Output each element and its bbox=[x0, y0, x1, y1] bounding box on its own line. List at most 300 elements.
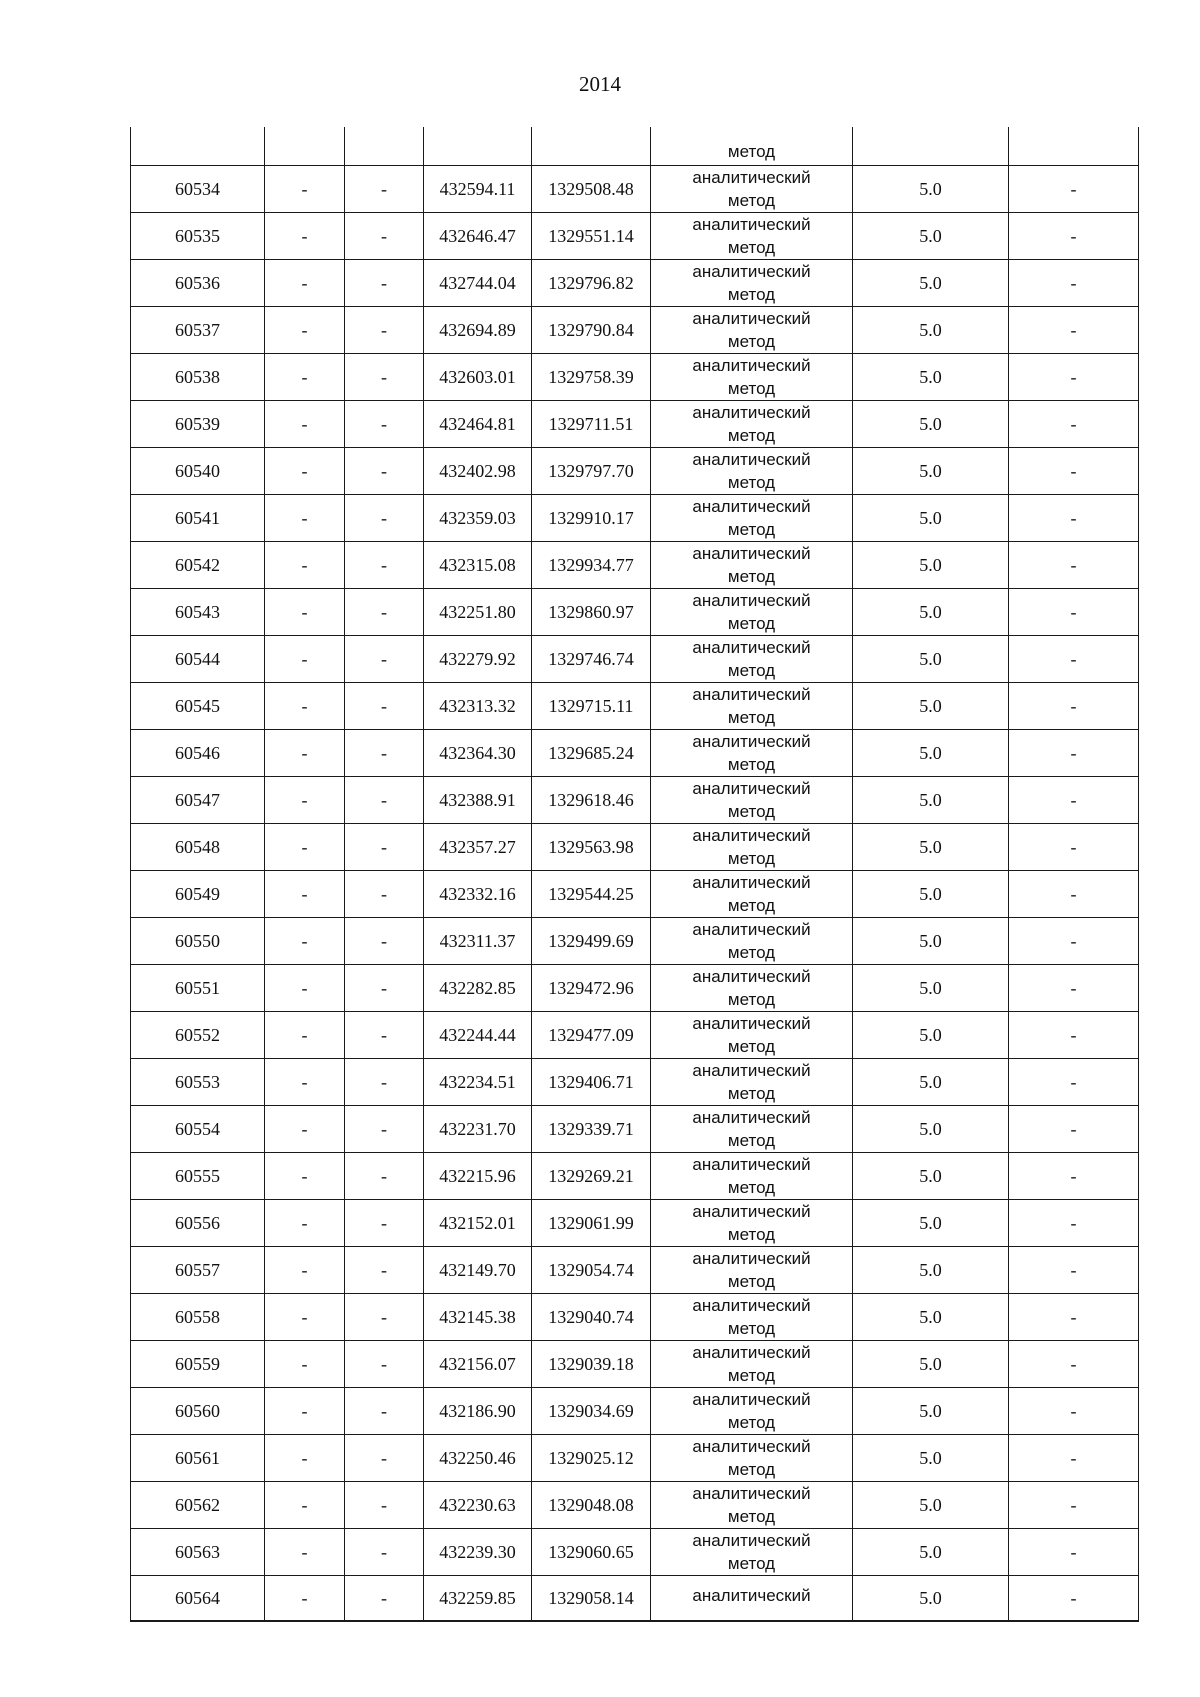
cell-id: 60543 bbox=[131, 589, 265, 636]
method-line-2: метод bbox=[727, 332, 776, 351]
cell-id: 60563 bbox=[131, 1529, 265, 1576]
coordinates-table bbox=[130, 127, 1139, 1622]
method-line-2: метод bbox=[727, 755, 776, 774]
cell-y: 1329499.69 bbox=[532, 918, 651, 965]
table-row bbox=[131, 777, 1139, 824]
cell-y: 1329563.98 bbox=[532, 824, 651, 871]
cell-id: 60554 bbox=[131, 1106, 265, 1153]
cell-id: 60552 bbox=[131, 1012, 265, 1059]
cell-id: 60539 bbox=[131, 401, 265, 448]
cell-y: 1329339.71 bbox=[532, 1106, 651, 1153]
cell-col8 bbox=[1009, 127, 1139, 166]
cell-y: 1329472.96 bbox=[532, 965, 651, 1012]
cell-x: 432694.89 bbox=[424, 307, 532, 354]
table-row bbox=[131, 1576, 1139, 1622]
cell-col3: - bbox=[345, 1576, 424, 1622]
method-line-2: метод bbox=[727, 1084, 776, 1103]
table-row bbox=[131, 1341, 1139, 1388]
table-row bbox=[131, 495, 1139, 542]
cell-method bbox=[651, 636, 853, 683]
cell-id: 60534 bbox=[131, 166, 265, 213]
cell-col2: - bbox=[265, 1482, 345, 1529]
cell-accuracy: 5.0 bbox=[853, 1388, 1009, 1435]
cell-x: 432234.51 bbox=[424, 1059, 532, 1106]
continuation-row bbox=[131, 127, 1139, 166]
cell-method bbox=[651, 1435, 853, 1482]
method-line-2: метод bbox=[727, 426, 776, 445]
cell-id: 60556 bbox=[131, 1200, 265, 1247]
table-row bbox=[131, 589, 1139, 636]
cell-col3: - bbox=[345, 1435, 424, 1482]
method-line-2: метод bbox=[727, 990, 776, 1009]
method-line-2: метод bbox=[727, 1319, 776, 1338]
cell-col3: - bbox=[345, 965, 424, 1012]
cell-col8: - bbox=[1009, 260, 1139, 307]
cell-id: 60547 bbox=[131, 777, 265, 824]
method-line-1: аналитический bbox=[692, 967, 811, 986]
cell-col8: - bbox=[1009, 1435, 1139, 1482]
method-line-2: метод bbox=[727, 708, 776, 727]
cell-col3: - bbox=[345, 683, 424, 730]
cell-x: 432156.07 bbox=[424, 1341, 532, 1388]
cell-accuracy bbox=[853, 127, 1009, 166]
cell-col2: - bbox=[265, 965, 345, 1012]
cell-x: 432357.27 bbox=[424, 824, 532, 871]
cell-accuracy: 5.0 bbox=[853, 1529, 1009, 1576]
cell-col8: - bbox=[1009, 1153, 1139, 1200]
cell-accuracy: 5.0 bbox=[853, 1482, 1009, 1529]
cell-accuracy: 5.0 bbox=[853, 542, 1009, 589]
cell-col2: - bbox=[265, 1153, 345, 1200]
cell-y: 1329040.74 bbox=[532, 1294, 651, 1341]
cell-x: 432251.80 bbox=[424, 589, 532, 636]
cell-col2: - bbox=[265, 1576, 345, 1622]
cell-col3: - bbox=[345, 871, 424, 918]
cell-col8: - bbox=[1009, 1200, 1139, 1247]
cell-method bbox=[651, 166, 853, 213]
cell-col3: - bbox=[345, 777, 424, 824]
method-line-1: аналитический bbox=[692, 1484, 811, 1503]
cell-y: 1329034.69 bbox=[532, 1388, 651, 1435]
cell-accuracy: 5.0 bbox=[853, 636, 1009, 683]
cell-col2: - bbox=[265, 166, 345, 213]
cell-accuracy: 5.0 bbox=[853, 1435, 1009, 1482]
cell-x bbox=[424, 127, 532, 166]
table-row bbox=[131, 260, 1139, 307]
cell-col2: - bbox=[265, 542, 345, 589]
cell-col3: - bbox=[345, 354, 424, 401]
method-line-2: метод bbox=[727, 238, 776, 257]
table-row bbox=[131, 354, 1139, 401]
cell-col2: - bbox=[265, 777, 345, 824]
cell-method bbox=[651, 1529, 853, 1576]
method-line-1: аналитический bbox=[692, 1343, 811, 1362]
cell-method bbox=[651, 1576, 853, 1622]
cell-y: 1329860.97 bbox=[532, 589, 651, 636]
method-line-1: аналитический bbox=[692, 309, 811, 328]
cell-y: 1329054.74 bbox=[532, 1247, 651, 1294]
cell-col2 bbox=[265, 127, 345, 166]
table-row bbox=[131, 683, 1139, 730]
method-line-1: аналитический bbox=[692, 1531, 811, 1550]
cell-id: 60558 bbox=[131, 1294, 265, 1341]
method-line-2: метод bbox=[727, 473, 776, 492]
cell-accuracy: 5.0 bbox=[853, 260, 1009, 307]
cell-accuracy: 5.0 bbox=[853, 166, 1009, 213]
cell-method bbox=[651, 1341, 853, 1388]
method-line-2: метод bbox=[727, 849, 776, 868]
cell-x: 432149.70 bbox=[424, 1247, 532, 1294]
cell-id: 60562 bbox=[131, 1482, 265, 1529]
method-line-1: аналитический bbox=[692, 1296, 811, 1315]
method-line-2: метод bbox=[727, 1460, 776, 1479]
cell-method bbox=[651, 448, 853, 495]
cell-x: 432603.01 bbox=[424, 354, 532, 401]
cell-col3: - bbox=[345, 730, 424, 777]
method-line-1: аналитический bbox=[692, 920, 811, 939]
cell-accuracy: 5.0 bbox=[853, 1153, 1009, 1200]
cell-y: 1329406.71 bbox=[532, 1059, 651, 1106]
method-line-1: аналитический bbox=[692, 779, 811, 798]
cell-y bbox=[532, 127, 651, 166]
cell-col8: - bbox=[1009, 354, 1139, 401]
cell-y: 1329477.09 bbox=[532, 1012, 651, 1059]
cell-y: 1329715.11 bbox=[532, 683, 651, 730]
cell-id: 60536 bbox=[131, 260, 265, 307]
cell-id: 60550 bbox=[131, 918, 265, 965]
cell-y: 1329618.46 bbox=[532, 777, 651, 824]
cell-col8: - bbox=[1009, 636, 1139, 683]
cell-x: 432231.70 bbox=[424, 1106, 532, 1153]
cell-col2: - bbox=[265, 1529, 345, 1576]
cell-x: 432388.91 bbox=[424, 777, 532, 824]
cell-id: 60549 bbox=[131, 871, 265, 918]
cell-col3: - bbox=[345, 1294, 424, 1341]
method-line-2: метод bbox=[727, 1366, 776, 1385]
cell-y: 1329796.82 bbox=[532, 260, 651, 307]
cell-col3: - bbox=[345, 1200, 424, 1247]
cell-col3: - bbox=[345, 307, 424, 354]
method-line-2: метод bbox=[727, 1507, 776, 1526]
cell-col3: - bbox=[345, 542, 424, 589]
cell-col8: - bbox=[1009, 1341, 1139, 1388]
cell-method: метод bbox=[651, 127, 853, 166]
cell-col8: - bbox=[1009, 824, 1139, 871]
cell-method bbox=[651, 1294, 853, 1341]
cell-col8: - bbox=[1009, 1294, 1139, 1341]
cell-x: 432230.63 bbox=[424, 1482, 532, 1529]
cell-col8: - bbox=[1009, 730, 1139, 777]
method-line-1: аналитический bbox=[692, 732, 811, 751]
cell-accuracy: 5.0 bbox=[853, 1106, 1009, 1153]
method-line-2: метод bbox=[727, 567, 776, 586]
cell-col8: - bbox=[1009, 589, 1139, 636]
cell-y: 1329058.14 bbox=[532, 1576, 651, 1622]
cell-id: 60542 bbox=[131, 542, 265, 589]
cell-col3: - bbox=[345, 401, 424, 448]
cell-x: 432282.85 bbox=[424, 965, 532, 1012]
method-line-2: метод bbox=[727, 661, 776, 680]
method-line-2: метод bbox=[727, 379, 776, 398]
cell-col2: - bbox=[265, 1247, 345, 1294]
method-line-1: аналитический bbox=[692, 826, 811, 845]
cell-x: 432646.47 bbox=[424, 213, 532, 260]
cell-col3: - bbox=[345, 495, 424, 542]
cell-id: 60546 bbox=[131, 730, 265, 777]
cell-col2: - bbox=[265, 1200, 345, 1247]
cell-x: 432464.81 bbox=[424, 401, 532, 448]
table-row bbox=[131, 1482, 1139, 1529]
cell-col2: - bbox=[265, 448, 345, 495]
table-row bbox=[131, 1106, 1139, 1153]
cell-col8: - bbox=[1009, 307, 1139, 354]
cell-x: 432364.30 bbox=[424, 730, 532, 777]
cell-accuracy: 5.0 bbox=[853, 401, 1009, 448]
method-line-1: аналитический bbox=[692, 1586, 811, 1605]
cell-method bbox=[651, 918, 853, 965]
cell-col2: - bbox=[265, 871, 345, 918]
table-row bbox=[131, 965, 1139, 1012]
cell-id: 60537 bbox=[131, 307, 265, 354]
cell-y: 1329269.21 bbox=[532, 1153, 651, 1200]
cell-method bbox=[651, 1388, 853, 1435]
cell-id: 60560 bbox=[131, 1388, 265, 1435]
cell-col2: - bbox=[265, 401, 345, 448]
cell-id: 60548 bbox=[131, 824, 265, 871]
cell-col8: - bbox=[1009, 918, 1139, 965]
cell-y: 1329758.39 bbox=[532, 354, 651, 401]
cell-method bbox=[651, 1247, 853, 1294]
cell-y: 1329746.74 bbox=[532, 636, 651, 683]
method-line-1: аналитический bbox=[692, 1108, 811, 1127]
cell-col8: - bbox=[1009, 1482, 1139, 1529]
cell-col8: - bbox=[1009, 1247, 1139, 1294]
cell-y: 1329797.70 bbox=[532, 448, 651, 495]
cell-x: 432152.01 bbox=[424, 1200, 532, 1247]
cell-y: 1329048.08 bbox=[532, 1482, 651, 1529]
cell-method bbox=[651, 260, 853, 307]
cell-col8: - bbox=[1009, 777, 1139, 824]
cell-col8: - bbox=[1009, 683, 1139, 730]
cell-col3: - bbox=[345, 213, 424, 260]
table-row bbox=[131, 730, 1139, 777]
cell-accuracy: 5.0 bbox=[853, 1294, 1009, 1341]
table-body bbox=[131, 127, 1139, 1621]
cell-id: 60538 bbox=[131, 354, 265, 401]
cell-method bbox=[651, 730, 853, 777]
cell-method bbox=[651, 1153, 853, 1200]
method-line-1: аналитический bbox=[692, 544, 811, 563]
cell-accuracy: 5.0 bbox=[853, 1059, 1009, 1106]
method-line-1: аналитический bbox=[692, 356, 811, 375]
cell-col2: - bbox=[265, 260, 345, 307]
cell-accuracy: 5.0 bbox=[853, 495, 1009, 542]
cell-x: 432250.46 bbox=[424, 1435, 532, 1482]
cell-col8: - bbox=[1009, 542, 1139, 589]
page-number: 2014 bbox=[579, 72, 621, 96]
cell-method bbox=[651, 1059, 853, 1106]
cell-col3: - bbox=[345, 589, 424, 636]
cell-col2: - bbox=[265, 1059, 345, 1106]
method-line-1: аналитический bbox=[692, 1249, 811, 1268]
method-line-2: метод bbox=[727, 943, 776, 962]
cell-method bbox=[651, 354, 853, 401]
cell-col2: - bbox=[265, 213, 345, 260]
cell-id: 60553 bbox=[131, 1059, 265, 1106]
cell-col8: - bbox=[1009, 871, 1139, 918]
cell-col8: - bbox=[1009, 1106, 1139, 1153]
cell-x: 432186.90 bbox=[424, 1388, 532, 1435]
cell-method bbox=[651, 307, 853, 354]
cell-y: 1329551.14 bbox=[532, 213, 651, 260]
cell-id: 60557 bbox=[131, 1247, 265, 1294]
cell-x: 432402.98 bbox=[424, 448, 532, 495]
cell-col2: - bbox=[265, 683, 345, 730]
cell-x: 432594.11 bbox=[424, 166, 532, 213]
cell-y: 1329039.18 bbox=[532, 1341, 651, 1388]
cell-accuracy: 5.0 bbox=[853, 683, 1009, 730]
cell-col8: - bbox=[1009, 401, 1139, 448]
method-line-1: аналитический bbox=[692, 497, 811, 516]
cell-col2: - bbox=[265, 824, 345, 871]
cell-x: 432279.92 bbox=[424, 636, 532, 683]
cell-col3: - bbox=[345, 1529, 424, 1576]
cell-col8: - bbox=[1009, 1012, 1139, 1059]
table-row bbox=[131, 166, 1139, 213]
method-line-2: метод bbox=[727, 802, 776, 821]
table-row bbox=[131, 448, 1139, 495]
table-row bbox=[131, 542, 1139, 589]
cell-id: 60545 bbox=[131, 683, 265, 730]
method-line-2: метод bbox=[727, 896, 776, 915]
cell-col8: - bbox=[1009, 1529, 1139, 1576]
method-line-2: метод bbox=[727, 1131, 776, 1150]
cell-accuracy: 5.0 bbox=[853, 1247, 1009, 1294]
cell-col2: - bbox=[265, 730, 345, 777]
cell-y: 1329711.51 bbox=[532, 401, 651, 448]
cell-col2: - bbox=[265, 354, 345, 401]
cell-accuracy: 5.0 bbox=[853, 213, 1009, 260]
method-line-2: метод bbox=[727, 1178, 776, 1197]
cell-accuracy: 5.0 bbox=[853, 1200, 1009, 1247]
cell-id: 60561 bbox=[131, 1435, 265, 1482]
cell-y: 1329934.77 bbox=[532, 542, 651, 589]
table-row bbox=[131, 636, 1139, 683]
cell-y: 1329685.24 bbox=[532, 730, 651, 777]
cell-y: 1329910.17 bbox=[532, 495, 651, 542]
cell-col2: - bbox=[265, 636, 345, 683]
cell-accuracy: 5.0 bbox=[853, 871, 1009, 918]
method-line-2: метод bbox=[727, 1225, 776, 1244]
cell-accuracy: 5.0 bbox=[853, 307, 1009, 354]
cell-method bbox=[651, 1200, 853, 1247]
cell-accuracy: 5.0 bbox=[853, 589, 1009, 636]
cell-col3 bbox=[345, 127, 424, 166]
method-line-1: аналитический bbox=[692, 1390, 811, 1409]
cell-col2: - bbox=[265, 307, 345, 354]
cell-x: 432359.03 bbox=[424, 495, 532, 542]
cell-col2: - bbox=[265, 495, 345, 542]
cell-method bbox=[651, 871, 853, 918]
table-row bbox=[131, 824, 1139, 871]
table-row bbox=[131, 871, 1139, 918]
cell-col2: - bbox=[265, 1388, 345, 1435]
cell-id: 60535 bbox=[131, 213, 265, 260]
cell-col3: - bbox=[345, 918, 424, 965]
cell-col2: - bbox=[265, 1106, 345, 1153]
cell-method bbox=[651, 1106, 853, 1153]
method-line-1: аналитический bbox=[692, 450, 811, 469]
cell-method bbox=[651, 213, 853, 260]
cell-col2: - bbox=[265, 1294, 345, 1341]
table-row bbox=[131, 1059, 1139, 1106]
cell-x: 432744.04 bbox=[424, 260, 532, 307]
method-line-1: аналитический bbox=[692, 685, 811, 704]
cell-y: 1329544.25 bbox=[532, 871, 651, 918]
cell-accuracy: 5.0 bbox=[853, 1012, 1009, 1059]
cell-accuracy: 5.0 bbox=[853, 730, 1009, 777]
table-row bbox=[131, 1435, 1139, 1482]
cell-col2: - bbox=[265, 918, 345, 965]
table-row bbox=[131, 1529, 1139, 1576]
cell-id: 60559 bbox=[131, 1341, 265, 1388]
table-row bbox=[131, 918, 1139, 965]
cell-x: 432215.96 bbox=[424, 1153, 532, 1200]
cell-col8: - bbox=[1009, 1388, 1139, 1435]
cell-col3: - bbox=[345, 1482, 424, 1529]
cell-col8: - bbox=[1009, 448, 1139, 495]
cell-id: 60551 bbox=[131, 965, 265, 1012]
cell-y: 1329025.12 bbox=[532, 1435, 651, 1482]
cell-col3: - bbox=[345, 260, 424, 307]
cell-col3: - bbox=[345, 636, 424, 683]
table-row bbox=[131, 1247, 1139, 1294]
method-line-2: метод bbox=[727, 614, 776, 633]
method-line-1: аналитический bbox=[692, 873, 811, 892]
table-row bbox=[131, 307, 1139, 354]
method-line-2: метод bbox=[727, 191, 776, 210]
cell-x: 432259.85 bbox=[424, 1576, 532, 1622]
method-line-1: аналитический bbox=[692, 215, 811, 234]
method-line-1: аналитический bbox=[692, 591, 811, 610]
cell-accuracy: 5.0 bbox=[853, 918, 1009, 965]
cell-col3: - bbox=[345, 1153, 424, 1200]
cell-id bbox=[131, 127, 265, 166]
cell-x: 432332.16 bbox=[424, 871, 532, 918]
table-row bbox=[131, 1294, 1139, 1341]
cell-col8: - bbox=[1009, 965, 1139, 1012]
cell-x: 432239.30 bbox=[424, 1529, 532, 1576]
cell-col3: - bbox=[345, 1247, 424, 1294]
cell-method bbox=[651, 495, 853, 542]
cell-id: 60544 bbox=[131, 636, 265, 683]
cell-id: 60540 bbox=[131, 448, 265, 495]
cell-accuracy: 5.0 bbox=[853, 354, 1009, 401]
method-line-2: метод bbox=[727, 1554, 776, 1573]
cell-col3: - bbox=[345, 1388, 424, 1435]
cell-col2: - bbox=[265, 1012, 345, 1059]
cell-y: 1329790.84 bbox=[532, 307, 651, 354]
cell-method bbox=[651, 683, 853, 730]
method-line-1: аналитический bbox=[692, 168, 811, 187]
method-line-1: аналитический bbox=[692, 638, 811, 657]
cell-accuracy: 5.0 bbox=[853, 965, 1009, 1012]
cell-method bbox=[651, 824, 853, 871]
cell-col3: - bbox=[345, 1341, 424, 1388]
cell-col8: - bbox=[1009, 1576, 1139, 1622]
table-row bbox=[131, 1388, 1139, 1435]
method-line-1: аналитический bbox=[692, 262, 811, 281]
